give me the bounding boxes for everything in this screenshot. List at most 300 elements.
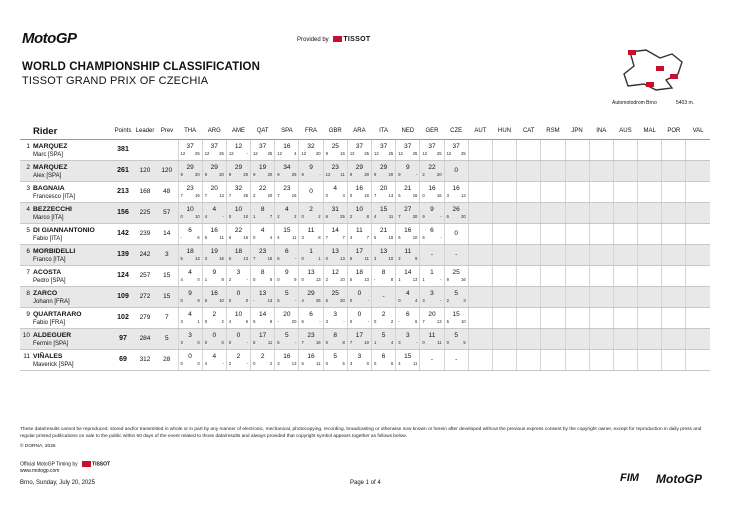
race-result-cell xyxy=(444,307,468,328)
sprint-points: 0 xyxy=(204,340,208,345)
sprint-points: 0 xyxy=(446,340,449,345)
race-result-cell xyxy=(420,223,444,244)
race-split xyxy=(420,340,443,346)
timing-credit xyxy=(20,461,110,467)
race-split xyxy=(324,256,347,262)
race-split xyxy=(396,340,419,346)
race-split xyxy=(348,235,371,241)
gp-points: 20 xyxy=(267,193,273,198)
rider-name: MARQUEZ xyxy=(33,142,68,150)
race-points: 12 xyxy=(331,269,339,276)
sprint-points: 4 xyxy=(228,319,232,324)
race-result-cell xyxy=(541,328,565,349)
sprint-points: 12 xyxy=(228,151,234,156)
sprint-points: 0 xyxy=(228,340,232,345)
race-split xyxy=(445,151,468,157)
race-result-cell xyxy=(226,181,250,202)
rider-name: QUARTARARO xyxy=(33,310,82,318)
race-points: 13 xyxy=(379,248,388,255)
gp-points: 25 xyxy=(364,151,369,156)
track-map-icon xyxy=(616,44,690,94)
classification-table xyxy=(20,124,710,371)
race-result-cell xyxy=(396,244,420,265)
rider-first-name: Marc [SPA] xyxy=(33,151,63,158)
race-points: 10 xyxy=(234,311,243,318)
col-race: INA xyxy=(589,124,613,139)
sprint-points: 0 xyxy=(349,298,353,303)
sprint-points: 4 xyxy=(180,277,183,282)
race-points: 3 xyxy=(236,269,241,276)
race-split xyxy=(420,235,443,241)
race-result-cell xyxy=(686,307,710,328)
race-points: 37 xyxy=(259,143,267,150)
sprint-points: 4 xyxy=(277,235,280,240)
race-split xyxy=(420,277,443,283)
race-split xyxy=(251,298,274,304)
race-split xyxy=(251,172,274,178)
race-points: 8 xyxy=(381,269,386,276)
race-result-cell xyxy=(565,139,589,160)
race-split xyxy=(179,361,202,367)
sponsor-name: TISSOT xyxy=(343,36,371,43)
gp-points: 16 xyxy=(340,151,345,156)
gp-points: - xyxy=(246,151,249,156)
race-result-cell xyxy=(323,160,347,181)
race-result-cell xyxy=(541,244,565,265)
gp-points: 6 xyxy=(415,319,418,324)
sprint-points: 7 xyxy=(253,256,256,261)
race-result-cell xyxy=(517,265,541,286)
race-result-cell xyxy=(226,307,250,328)
race-result-cell xyxy=(396,307,420,328)
race-split xyxy=(324,361,347,367)
circuit-length: 5403 m. xyxy=(676,100,695,106)
race-result-cell xyxy=(517,307,541,328)
table-row xyxy=(20,307,710,328)
race-result-cell xyxy=(686,286,710,307)
col-points: Points xyxy=(112,124,134,139)
race-result-cell xyxy=(638,139,662,160)
race-result-cell xyxy=(275,202,299,223)
race-split xyxy=(372,319,395,325)
gp-points: 16 xyxy=(195,193,200,198)
gp-points: 6 xyxy=(197,235,200,240)
gp-points: 2 xyxy=(318,214,321,219)
col-race: RSM xyxy=(541,124,565,139)
race-points: 6 xyxy=(430,227,434,234)
sprint-points: 9 xyxy=(374,172,377,177)
gp-points: 13 xyxy=(315,277,321,282)
rider-name: VIÑALES xyxy=(33,352,63,360)
race-result-cell xyxy=(662,223,686,244)
rider-position: 6 xyxy=(26,247,30,255)
gp-points: 13 xyxy=(412,277,418,282)
race-result-cell xyxy=(662,244,686,265)
gp-points: 20 xyxy=(195,172,200,177)
gp-points: 13 xyxy=(340,256,345,261)
rider-prev-gap: 15 xyxy=(156,286,178,307)
gp-points: 11 xyxy=(437,340,442,345)
rider-name: MARQUEZ xyxy=(33,163,68,171)
sprint-points: 0 xyxy=(180,361,183,366)
race-points: 37 xyxy=(379,143,388,150)
race-result-cell xyxy=(299,328,323,349)
race-result-cell xyxy=(226,286,250,307)
race-points: 9 xyxy=(285,269,289,276)
race-result-cell xyxy=(638,349,662,370)
race-split xyxy=(324,193,347,199)
gp-points: - xyxy=(343,319,345,324)
race-result-cell xyxy=(202,286,226,307)
sprint-points: 6 xyxy=(446,214,449,219)
rider-cell xyxy=(20,286,112,307)
race-result-cell xyxy=(178,328,202,349)
rider-points: 69 xyxy=(112,349,134,370)
rider-leader-gap: 272 xyxy=(134,286,156,307)
provided-by-label: Provided by xyxy=(297,37,329,43)
race-points: 15 xyxy=(283,227,291,234)
race-points: 10 xyxy=(186,206,194,213)
sprint-points: 9 xyxy=(349,172,353,177)
race-result-cell xyxy=(492,160,516,181)
tissot-icon xyxy=(333,36,342,42)
gp-points: 10 xyxy=(195,214,200,219)
rider-first-name: Francesco [ITA] xyxy=(33,193,75,200)
race-result-cell xyxy=(638,181,662,202)
race-split xyxy=(324,151,347,157)
col-rider: Rider xyxy=(20,124,112,139)
gp-points: - xyxy=(367,298,369,303)
race-points: 0 xyxy=(309,188,313,195)
race-split xyxy=(275,277,298,283)
sprint-points: 0 xyxy=(325,193,328,198)
race-points: 20 xyxy=(283,311,291,318)
timing-sponsor: TISSOT xyxy=(92,461,111,468)
race-split xyxy=(203,214,226,220)
race-result-cell xyxy=(396,286,420,307)
gp-points: 25 xyxy=(436,151,442,156)
gp-points: 16 xyxy=(461,277,466,282)
race-result-cell xyxy=(396,160,420,181)
race-points: 15 xyxy=(452,311,460,318)
race-result-cell xyxy=(565,286,589,307)
race-split xyxy=(179,340,202,346)
col-race: GBR xyxy=(323,124,347,139)
race-result-cell xyxy=(396,328,420,349)
rider-name: ACOSTA xyxy=(33,268,62,276)
race-points: 16 xyxy=(452,185,460,192)
gp-points: 6 xyxy=(245,319,249,324)
race-result-cell xyxy=(202,139,226,160)
col-race: GER xyxy=(420,124,444,139)
race-points: 0 xyxy=(236,290,241,297)
gp-points: 20 xyxy=(340,298,345,303)
race-points: 37 xyxy=(428,143,436,150)
race-result-cell xyxy=(275,181,299,202)
race-split xyxy=(348,361,371,367)
race-result-cell xyxy=(613,202,637,223)
race-result-cell xyxy=(517,349,541,370)
race-result-cell xyxy=(662,265,686,286)
race-points: 4 xyxy=(260,227,265,234)
gp-points: 25 xyxy=(340,214,345,219)
race-result-cell xyxy=(468,328,492,349)
sprint-points: 6 xyxy=(325,214,328,219)
race-split xyxy=(299,340,322,346)
race-split xyxy=(445,298,468,304)
race-result-cell xyxy=(372,349,396,370)
race-result-cell xyxy=(420,244,444,265)
rider-position: 11 xyxy=(23,352,30,360)
race-result-cell xyxy=(565,307,589,328)
sprint-points: 4 xyxy=(374,214,377,219)
gp-points: 8 xyxy=(269,277,273,282)
table-row xyxy=(20,265,710,286)
race-points: 12 xyxy=(234,143,243,150)
motogp-logo: MotoGP xyxy=(22,30,77,47)
race-result-cell xyxy=(420,181,444,202)
race-result-cell xyxy=(541,286,565,307)
race-points: 11 xyxy=(356,227,363,234)
gp-points: 10 xyxy=(461,319,466,324)
race-result-cell xyxy=(613,307,637,328)
table-row xyxy=(20,160,710,181)
race-result-cell xyxy=(492,223,516,244)
gp-points: 11 xyxy=(388,214,394,219)
race-result-cell xyxy=(613,265,637,286)
race-result-cell xyxy=(202,307,226,328)
gp-points: 10 xyxy=(219,298,224,303)
race-result-cell xyxy=(517,202,541,223)
race-result-cell xyxy=(275,349,299,370)
sprint-points: 5 xyxy=(180,256,183,261)
rider-leader-gap: 168 xyxy=(134,181,156,202)
race-result-cell xyxy=(517,223,541,244)
race-result-cell xyxy=(517,328,541,349)
race-result-cell xyxy=(275,265,299,286)
race-result-cell xyxy=(589,181,613,202)
race-points: 16 xyxy=(210,290,218,297)
sprint-points: 9 xyxy=(301,172,304,177)
race-result-cell xyxy=(372,139,396,160)
rider-position: 7 xyxy=(26,268,30,276)
race-result-cell xyxy=(541,202,565,223)
race-split xyxy=(324,298,347,304)
gp-points: 9 xyxy=(269,319,273,324)
gp-points: 20 xyxy=(388,172,394,177)
race-result-cell xyxy=(372,223,396,244)
race-points: 21 xyxy=(379,227,388,234)
gp-points: - xyxy=(222,361,224,366)
sprint-points: 0 xyxy=(228,298,232,303)
gp-points: 0 xyxy=(197,361,200,366)
race-result-cell xyxy=(323,181,347,202)
gp-points: 25 xyxy=(267,151,273,156)
race-points: 22 xyxy=(234,227,243,234)
gp-points: 4 xyxy=(269,235,273,240)
rider-name: BAGNAIA xyxy=(33,184,65,192)
sprint-points: 6 xyxy=(204,298,208,303)
race-result-cell xyxy=(541,349,565,370)
rider-prev-gap: 14 xyxy=(156,223,178,244)
sprint-points: 6 xyxy=(277,256,280,261)
race-result-cell xyxy=(372,202,396,223)
race-result-cell xyxy=(299,307,323,328)
sprint-points: 7 xyxy=(301,340,304,345)
race-split xyxy=(179,235,202,241)
race-points: 25 xyxy=(331,290,339,297)
gp-points: 9 xyxy=(415,256,418,261)
gp-points: - xyxy=(295,256,297,261)
race-result-cell xyxy=(468,223,492,244)
rider-prev-gap: 120 xyxy=(156,160,178,181)
race-split xyxy=(372,214,395,220)
sprint-points: 2 xyxy=(228,361,232,366)
race-split xyxy=(275,172,298,178)
race-points: 6 xyxy=(285,248,289,255)
gp-points: - xyxy=(440,214,442,219)
race-points: 11 xyxy=(428,332,436,339)
race-points: 4 xyxy=(188,311,192,318)
race-result-cell xyxy=(202,202,226,223)
sprint-points: 3 xyxy=(446,193,449,198)
gp-points: - xyxy=(367,319,369,324)
disclaimer: These data/results cannot be reproduced, stored and/or transmitted in whole or in part by any manner of electronic, mechanical, photocopying, recording, broadcasting or otherwise now known or herein after developed without the previous express consent by the copyright owner, except for reproduction in daily press and regular printed publications on sale to the public within 60 days of the event related to those data/results and always provided that copyright symbol appears together as follows below. xyxy=(20,427,702,439)
race-split xyxy=(372,235,395,241)
race-split xyxy=(396,151,419,157)
race-result-cell xyxy=(299,202,323,223)
race-result-cell xyxy=(444,328,468,349)
rider-prev-gap: 28 xyxy=(156,349,178,370)
rider-points: 142 xyxy=(112,223,134,244)
race-result-cell xyxy=(541,139,565,160)
race-split xyxy=(299,298,322,304)
race-result-cell xyxy=(565,244,589,265)
race-split xyxy=(227,235,250,241)
rider-points: 139 xyxy=(112,244,134,265)
race-result-cell xyxy=(251,202,275,223)
race-result-cell xyxy=(638,265,662,286)
race-result-cell xyxy=(468,349,492,370)
race-split xyxy=(227,319,250,325)
race-split xyxy=(420,193,443,199)
race-result-cell xyxy=(468,181,492,202)
race-result-cell xyxy=(251,265,275,286)
rider-name: DI GIANNANTONIO xyxy=(33,226,95,234)
sprint-points: - xyxy=(180,235,182,240)
sprint-points: 1 xyxy=(204,277,208,282)
rider-first-name: Alex [SPA] xyxy=(33,172,62,179)
race-result-cell xyxy=(468,139,492,160)
race-result-cell xyxy=(178,349,202,370)
race-split xyxy=(275,235,298,241)
race-result-cell xyxy=(589,160,613,181)
race-result-cell xyxy=(178,202,202,223)
race-result-cell xyxy=(420,202,444,223)
race-points: 17 xyxy=(259,332,267,339)
rider-first-name: Maverick [SPA] xyxy=(33,361,74,368)
rider-cell xyxy=(20,349,112,370)
race-split xyxy=(396,256,419,262)
gp-points: 25 xyxy=(315,298,321,303)
rider-first-name: Fabio [FRA] xyxy=(33,319,66,326)
website: www.motogp.com xyxy=(20,468,60,474)
rider-first-name: Johann [FRA] xyxy=(33,298,70,305)
race-split xyxy=(227,151,250,157)
race-split xyxy=(372,172,395,178)
race-result-cell xyxy=(686,244,710,265)
gp-points: 8 xyxy=(366,214,369,219)
rider-prev-gap: 3 xyxy=(156,244,178,265)
rider-leader-gap: 120 xyxy=(134,160,156,181)
race-points: 29 xyxy=(355,164,364,171)
gp-points: 5 xyxy=(342,361,345,366)
race-result-cell xyxy=(323,139,347,160)
race-points: 0 xyxy=(188,353,192,360)
rider-points: 97 xyxy=(112,328,134,349)
race-result-cell xyxy=(396,202,420,223)
sprint-points: 5 xyxy=(325,298,328,303)
col-prev: Prev xyxy=(156,124,178,139)
race-points: 16 xyxy=(283,353,291,360)
race-points: 19 xyxy=(210,248,218,255)
table-row xyxy=(20,328,710,349)
race-points: 9 xyxy=(212,269,217,276)
race-result-cell xyxy=(662,349,686,370)
sprint-points: 6 xyxy=(422,235,425,240)
race-result-cell xyxy=(638,286,662,307)
race-split xyxy=(396,277,419,283)
race-split xyxy=(251,277,274,283)
race-points: 16 xyxy=(283,143,291,150)
gp-points: 0 xyxy=(197,340,200,345)
race-result-cell xyxy=(275,244,299,265)
race-result-cell xyxy=(638,307,662,328)
race-result-cell xyxy=(565,181,589,202)
race-result-cell xyxy=(638,202,662,223)
race-result-cell xyxy=(299,139,323,160)
race-split xyxy=(348,151,371,157)
rider-first-name: Marco [ITA] xyxy=(33,214,64,221)
race-result-cell xyxy=(396,223,420,244)
race-split xyxy=(420,172,443,178)
race-result-cell xyxy=(517,244,541,265)
sprint-points: 0 xyxy=(180,298,183,303)
race-split xyxy=(251,256,274,262)
race-result-cell xyxy=(444,244,468,265)
gp-points: 20 xyxy=(267,172,273,177)
gp-points: 4 xyxy=(342,193,345,198)
race-result-cell xyxy=(323,307,347,328)
race-result-cell xyxy=(420,307,444,328)
rider-leader-gap: 279 xyxy=(134,307,156,328)
col-race: HUN xyxy=(492,124,516,139)
race-points: 37 xyxy=(404,143,412,150)
gp-points: 7 xyxy=(342,235,345,240)
sprint-points: 4 xyxy=(398,361,401,366)
race-points: 17 xyxy=(355,248,364,255)
race-result-cell xyxy=(202,223,226,244)
gp-points: 1 xyxy=(197,319,200,324)
race-result-cell xyxy=(589,223,613,244)
race-result-cell xyxy=(251,328,275,349)
race-points: 20 xyxy=(379,185,388,192)
gp-points: - xyxy=(295,340,297,345)
gp-points: 9 xyxy=(294,277,297,282)
col-race: NED xyxy=(396,124,420,139)
sprint-points: 5 xyxy=(253,319,256,324)
sprint-points: 0 xyxy=(349,193,353,198)
